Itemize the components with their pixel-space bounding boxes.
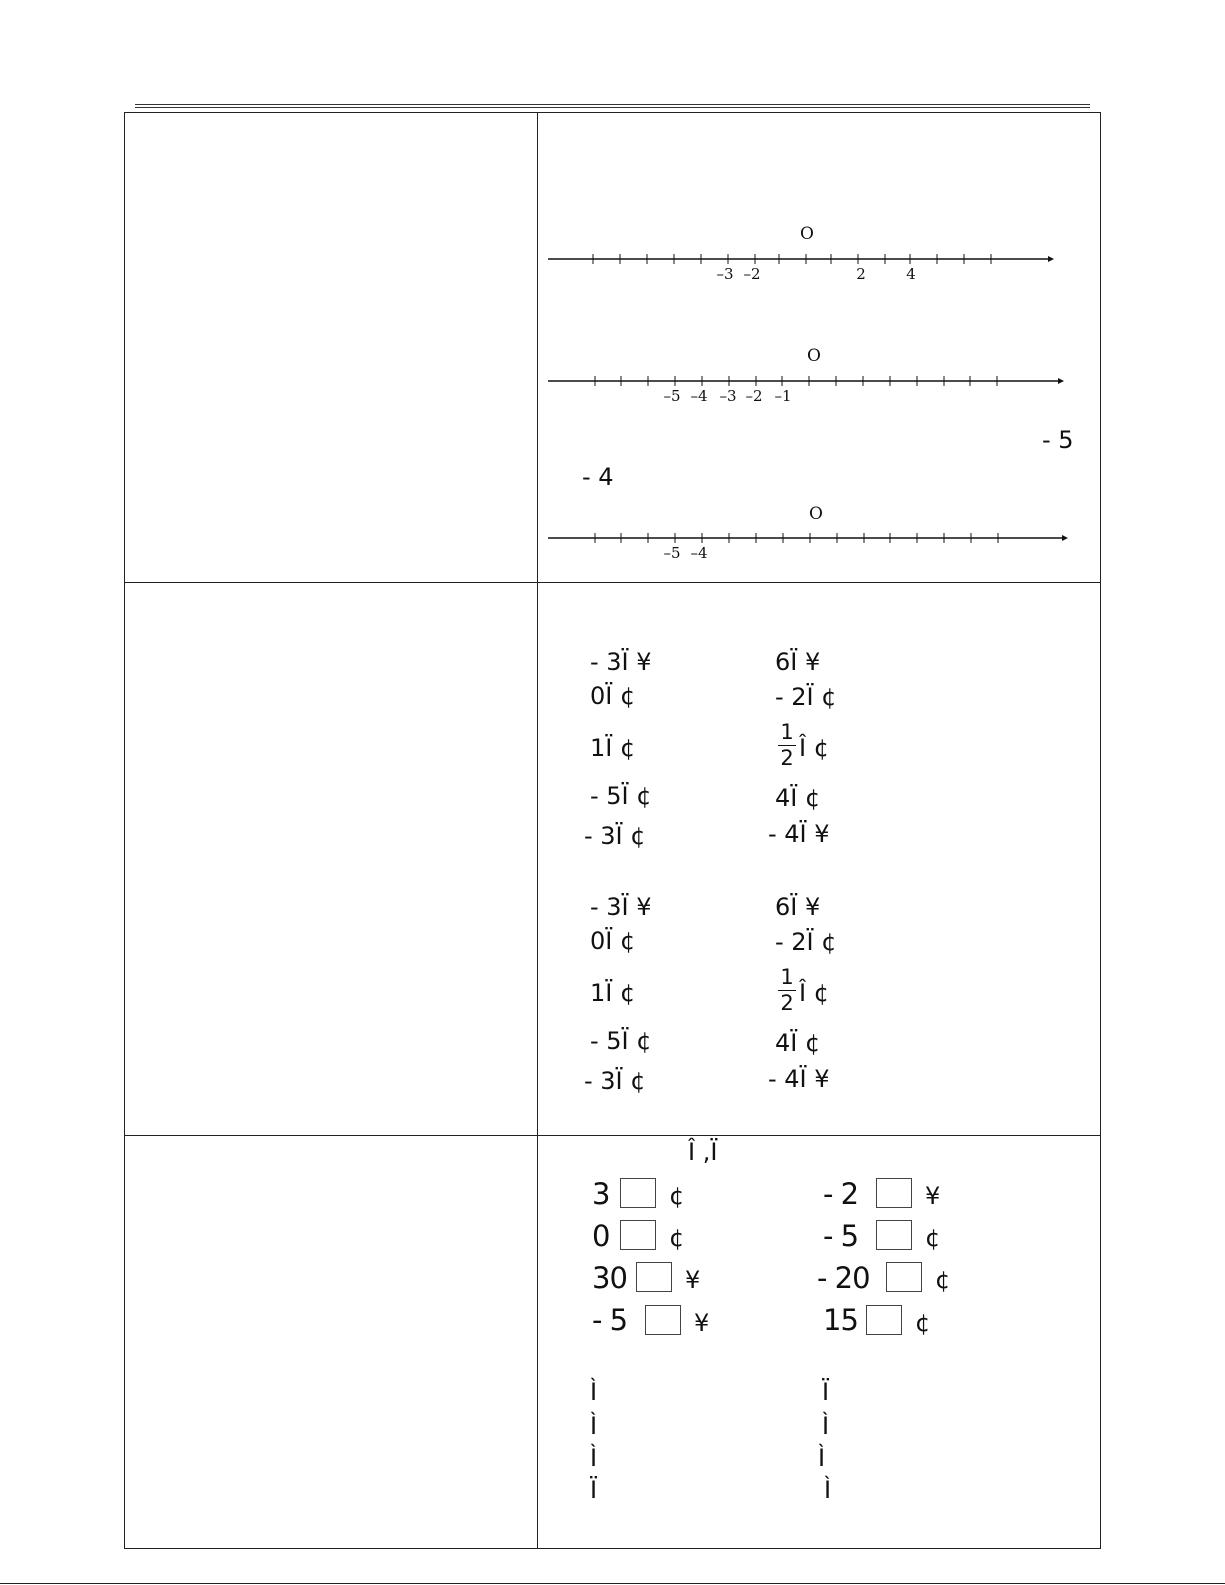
tick-label: –4 — [690, 544, 708, 562]
fraction-denominator: 2 — [780, 746, 794, 770]
arrow-right-icon — [1062, 535, 1068, 541]
tick-label: 2 — [856, 265, 866, 283]
expr-left: 0Ï ¢ — [590, 682, 636, 710]
origin-label: O — [807, 346, 821, 366]
comparison-answer-box[interactable] — [876, 1220, 912, 1250]
comparison-answer-box[interactable] — [866, 1305, 902, 1335]
table-row-divider-1 — [124, 582, 1101, 583]
comparison-answer-box[interactable] — [620, 1178, 656, 1208]
tick-label: –1 — [774, 387, 792, 405]
expr-right: - 4Ï ¥ — [768, 820, 830, 848]
expr-right: Î ¢ — [799, 979, 829, 1007]
expr-left: - 3Ï ¥ — [590, 893, 652, 921]
comparison-symbol: ¥ — [925, 1182, 941, 1210]
expr-right: 6Ï ¥ — [775, 648, 821, 676]
arrow-right-icon — [1058, 378, 1064, 384]
expr-left: - 3Ï ¢ — [584, 1067, 646, 1095]
mark: Ì — [590, 1378, 598, 1406]
value-label: - 5 — [1042, 426, 1074, 454]
expr-right: Î ¢ — [799, 734, 829, 762]
value-label: - 4 — [582, 463, 614, 491]
tick-label: –3 — [716, 265, 734, 283]
fraction-denominator: 2 — [780, 991, 794, 1015]
comparison-answer-box[interactable] — [636, 1262, 672, 1292]
comparison-value: 15 — [823, 1303, 858, 1337]
number-line-3 — [548, 494, 1068, 564]
comparison-value: 3 — [592, 1177, 610, 1211]
header-rule-top — [135, 104, 1090, 105]
comparison-symbol: ¢ — [925, 1224, 941, 1252]
comparison-symbol: ¢ — [915, 1309, 931, 1337]
tick-label: –3 — [719, 387, 737, 405]
mark: Ì — [590, 1444, 598, 1472]
expr-right: - 2Ï ¢ — [775, 683, 837, 711]
mark: Ì — [818, 1444, 826, 1472]
expr-right: - 2Ï ¢ — [775, 928, 837, 956]
mark: Ì — [824, 1476, 832, 1504]
comparison-value: 30 — [592, 1261, 627, 1295]
comparison-value: - 5 — [823, 1219, 859, 1253]
page-bottom-rule — [0, 1583, 1225, 1584]
expr-left: 1Ï ¢ — [590, 979, 636, 1007]
comparison-answer-box[interactable] — [886, 1262, 922, 1292]
expr-left: - 3Ï ¢ — [584, 822, 646, 850]
origin-label: O — [800, 224, 814, 244]
comparison-answer-box[interactable] — [876, 1178, 912, 1208]
comparison-symbol: ¢ — [935, 1266, 951, 1294]
comparison-value: - 5 — [592, 1303, 628, 1337]
origin-label: O — [809, 504, 823, 524]
comparison-answer-box[interactable] — [620, 1220, 656, 1250]
comparison-answer-box[interactable] — [645, 1305, 681, 1335]
expr-right: - 4Ï ¥ — [768, 1065, 830, 1093]
tick-label: 4 — [906, 265, 916, 283]
header-rule-bottom — [135, 107, 1090, 108]
comparison-value: - 2 — [823, 1177, 859, 1211]
fraction-numerator: 1 — [780, 720, 794, 744]
table-column-divider — [537, 112, 538, 1549]
table-row-divider-2 — [124, 1135, 1101, 1136]
comparison-symbol: ¥ — [694, 1309, 710, 1337]
comparison-value: - 20 — [817, 1261, 870, 1295]
mark: Ì — [822, 1412, 830, 1440]
mark: Ì — [590, 1412, 598, 1440]
tick-label: –4 — [690, 387, 708, 405]
mark: Ï — [822, 1378, 830, 1406]
comparison-value: 0 — [592, 1219, 610, 1253]
expr-right: 4Ï ¢ — [775, 1029, 821, 1057]
number-line-1 — [548, 215, 1058, 285]
expr-left: 1Ï ¢ — [590, 734, 636, 762]
fraction — [776, 967, 798, 1014]
number-line-2 — [548, 337, 1068, 407]
comparison-symbol: ¢ — [669, 1224, 685, 1252]
comparison-symbol: ¢ — [669, 1182, 685, 1210]
tick-label: –2 — [745, 387, 763, 405]
expr-left: 0Ï ¢ — [590, 927, 636, 955]
tick-label: –5 — [663, 387, 681, 405]
expr-left: - 3Ï ¥ — [590, 648, 652, 676]
expr-right: 4Ï ¢ — [775, 784, 821, 812]
expr-right: 6Ï ¥ — [775, 893, 821, 921]
section3-heading: Î ,Ï — [688, 1138, 718, 1166]
fraction — [776, 722, 798, 769]
tick-label: –5 — [663, 544, 681, 562]
mark: Ï — [590, 1476, 598, 1504]
fraction-numerator: 1 — [780, 965, 794, 989]
arrow-right-icon — [1048, 256, 1054, 262]
tick-label: –2 — [743, 265, 761, 283]
expr-left: - 5Ï ¢ — [590, 782, 652, 810]
comparison-symbol: ¥ — [685, 1266, 701, 1294]
expr-left: - 5Ï ¢ — [590, 1027, 652, 1055]
